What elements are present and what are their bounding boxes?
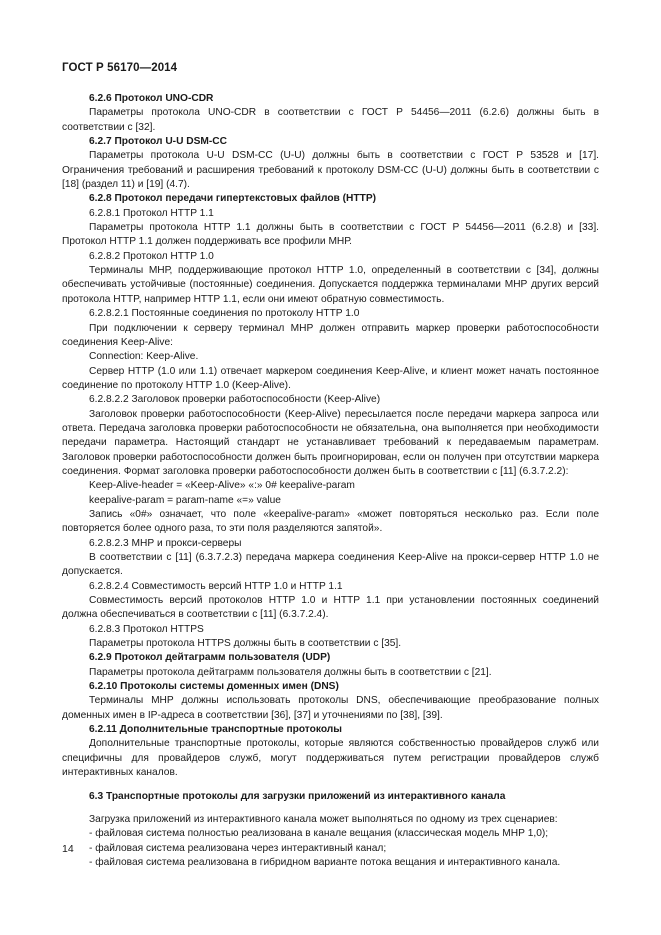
section-heading: 6.2.10 Протоколы системы доменных имен (DNS) bbox=[89, 681, 339, 693]
section-heading: 6.2.7 Протокол U-U DSM-CC bbox=[89, 136, 227, 148]
body-paragraph: keepalive-param = param-name «=» value bbox=[89, 494, 281, 506]
body-paragraph: 6.2.8.2.3 МНР и прокси-серверы bbox=[89, 537, 242, 549]
body-paragraph: Параметры протокола U-U DSM-CC (U-U) должны быть в соответствии с ГОСТ Р 53528 и [17]. Ограничения требований и расширения требований к протоколу DSM-CC (U-U) должны быть в соответствии с [18] (раздел 11) и [19] (4.7). bbox=[62, 150, 599, 191]
body-paragraph: Дополнительные транспортные протоколы, которые являются собственностью провайдеров служб или специфичны для провайдеров служб, могут поддерживаться путем регистрации провайдеров служб интерактивных каналов. bbox=[62, 738, 599, 779]
body-paragraph: При подключении к серверу терминал МНР должен отправить маркер проверки работоспособности соединения Keep-Alive: bbox=[62, 322, 599, 348]
section-heading: 6.2.9 Протокол дейтаграмм пользователя (UDP) bbox=[89, 652, 331, 664]
body-paragraph: 6.2.8.2 Протокол HTTP 1.0 bbox=[89, 250, 214, 262]
body-paragraph: 6.2.8.3 Протокол HTTPS bbox=[89, 623, 204, 635]
body-paragraph: Параметры протокола дейтаграмм пользователя должны быть в соответствии с [21]. bbox=[89, 666, 492, 678]
body-paragraph: В соответствии с [11] (6.3.7.2.3) передача маркера соединения Keep-Alive на прокси-сервер HTTP 1.0 не допускается. bbox=[62, 552, 599, 578]
body-paragraph: Параметры протокола HTTP 1.1 должны быть в соответствии с ГОСТ Р 54456—2011 (6.2.8) и [33]. Протокол HTTP 1.1 должен поддерживать все профили МНР. bbox=[62, 222, 599, 248]
page-number: 14 bbox=[62, 843, 74, 855]
body-paragraph: 6.2.8.2.2 Заголовок проверки работоспособности (Keep-Alive) bbox=[89, 394, 381, 406]
body-paragraph: Заголовок проверки работоспособности (Keep-Alive) пересылается после передачи маркера запроса или ответа. Передача заголовка проверки работоспособности не обязательна, она выполняется при необходимости передачи параметра. Настоящий стандарт не устанавливает требований к передаваемым параметрам. Заголовок проверки работоспособности должен быть проигнорирован, если он получен при отсутствии маркера соединения. Формат заголовка проверки работоспособности должен быть в соответствии с [11] (6.3.7.2.2): bbox=[62, 408, 599, 477]
body-paragraph: 6.2.8.2.1 Постоянные соединения по протоколу HTTP 1.0 bbox=[89, 308, 360, 320]
body-paragraph: Терминалы МНР должны использовать протоколы DNS, обеспечивающие преобразование полных доменных имен в IP-адреса в соответствии [36], [37] и уточнениями по [38], [39]. bbox=[62, 695, 599, 721]
body-paragraph: Сервер HTTP (1.0 или 1.1) отвечает маркером соединения Keep-Alive, и клиент может начать постоянное соединение по протоколу HTTP 1.0 (Keep-Alive). bbox=[62, 365, 599, 391]
body-paragraph: 6.2.8.2.4 Совместимость версий HTTP 1.0 и HTTP 1.1 bbox=[89, 580, 343, 592]
body-paragraph: - файловая система реализована в гибридном варианте потока вещания и интерактивного канала. bbox=[89, 856, 561, 868]
body-paragraph: Параметры протокола UNO-CDR в соответствии с ГОСТ Р 54456—2011 (6.2.6) должны быть в соответствии с [32]. bbox=[62, 107, 599, 133]
body-paragraph: Запись «0#» означает, что поле «keepalive-param» «может повторяться несколько раз. Если поле повторяется более одного раза, то эти поля разделяются запятой». bbox=[62, 508, 599, 535]
body-paragraph: Совместимость версий протоколов HTTP 1.0 и HTTP 1.1 при установлении постоянных соединений должна обеспечиваться в соответствии с [11] (6.3.7.2.4). bbox=[62, 595, 599, 621]
section-heading: 6.2.11 Дополнительные транспортные протоколы bbox=[89, 724, 342, 736]
body-paragraph: - файловая система реализована через интерактивный канал; bbox=[89, 842, 387, 854]
body-paragraph: Connection: Keep-Alive. bbox=[89, 351, 199, 363]
body-paragraph: Терминалы МНР, поддерживающие протокол HTTP 1.0, определенный в соответствии с [34], должны обеспечивать устойчивые (постоянные) соединения. Допускается поддержка терминалами МНР других версий протокола HTTP, например HTTP 1.1, если они имеют обратную совместимость. bbox=[62, 265, 599, 305]
section-heading: 6.2.6 Протокол UNO-CDR bbox=[89, 93, 214, 104]
body-paragraph: Keep-Alive-header = «Keep-Alive» «:» 0# keepalive-param bbox=[89, 480, 355, 492]
document-body bbox=[62, 92, 599, 870]
section-heading: 6.2.8 Протокол передачи гипертекстовых файлов (HTTP) bbox=[89, 193, 377, 205]
body-paragraph: Загрузка приложений из интерактивного канала может выполняться по одному из трех сценариев: bbox=[89, 813, 558, 825]
body-paragraph: - файловая система полностью реализована в канале вещания (классическая модель МНР 1,0); bbox=[89, 828, 549, 840]
body-paragraph: 6.2.8.1 Протокол HTTP 1.1 bbox=[89, 207, 214, 219]
body-paragraph: Параметры протокола HTTPS должны быть в соответствии с [35]. bbox=[89, 638, 402, 650]
section-heading: 6.3 Транспортные протоколы для загрузки приложений из интерактивного канала bbox=[89, 790, 506, 802]
document-id-header: ГОСТ Р 56170—2014 bbox=[62, 62, 178, 74]
